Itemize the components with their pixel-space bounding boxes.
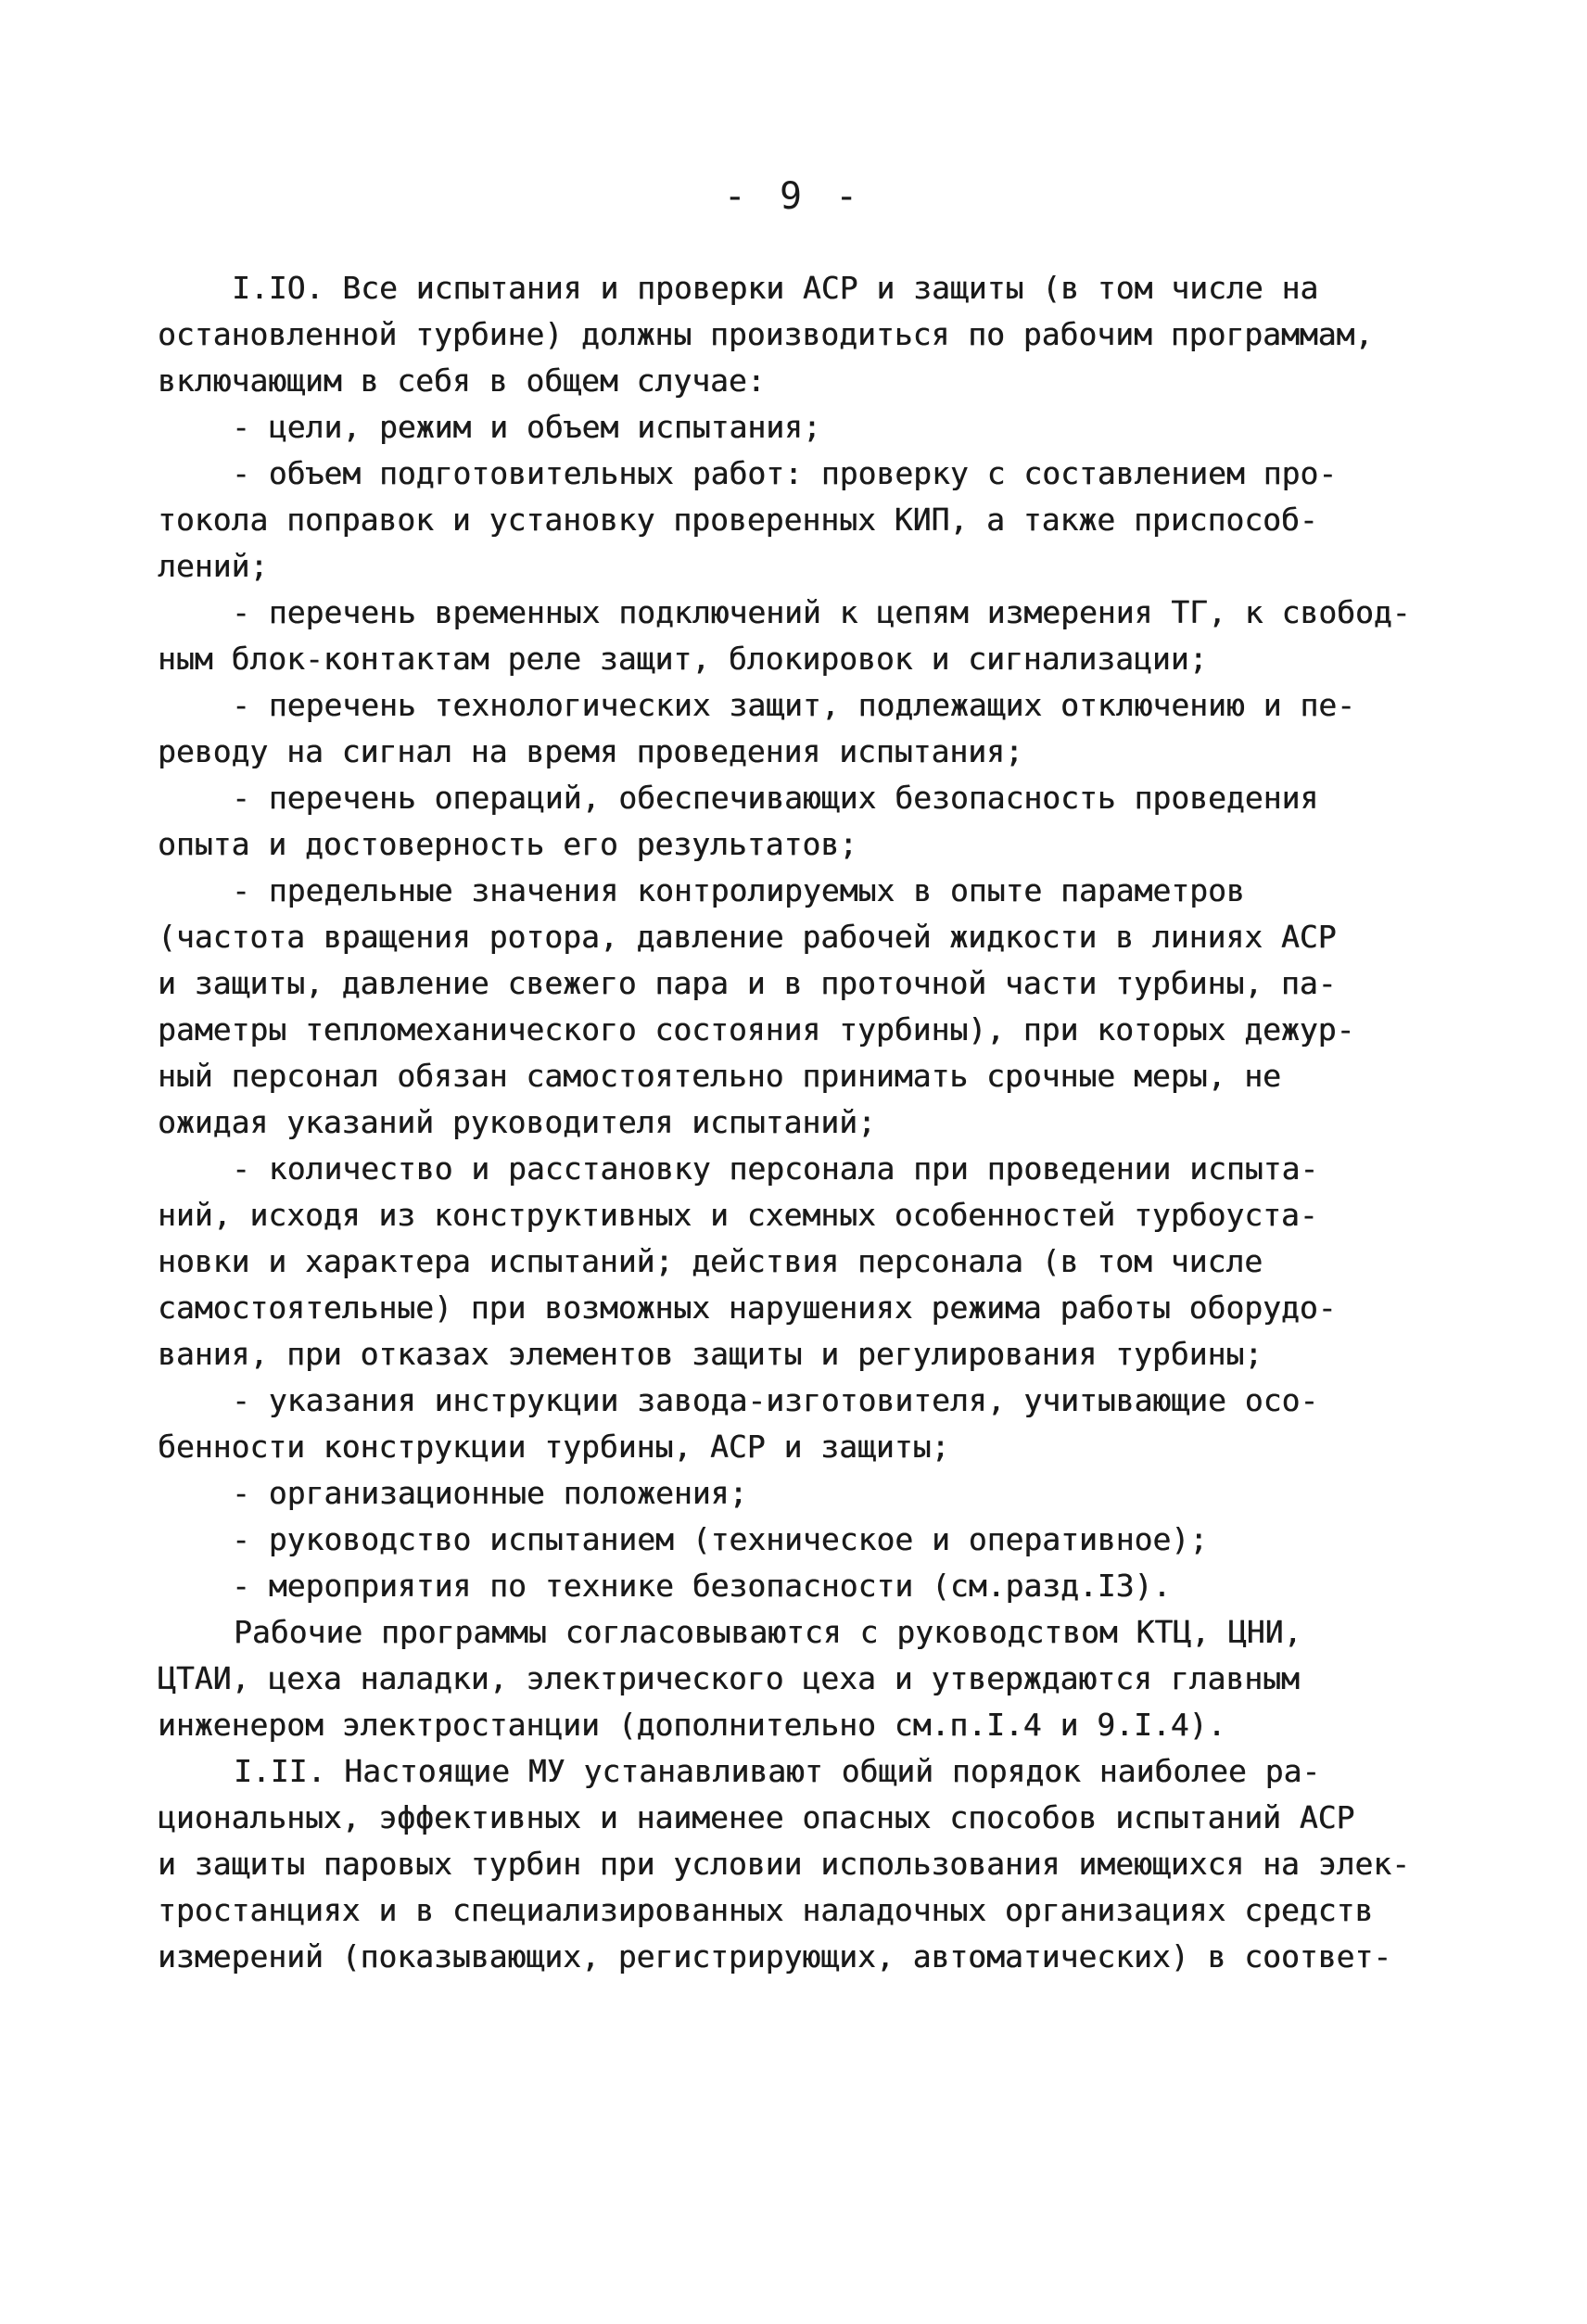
text-line: - цели, режим и объем испытания;	[232, 409, 821, 445]
text-line: лений;	[158, 548, 269, 584]
text-line: - объем подготовительных работ: проверку с составлением про-	[232, 455, 1338, 491]
text-line: и защиты, давление свежего пара и в проточной части турбины, па-	[158, 965, 1337, 1001]
text-line: циональных, эффективных и наименее опасных способов испытаний АСР	[158, 1799, 1355, 1835]
text-line: и защиты паровых турбин при условии использования имеющихся на элек-	[158, 1846, 1411, 1882]
text-line: (частота вращения ротора, давление рабочей жидкости в линиях АСР	[158, 919, 1337, 955]
text-line: реводу на сигнал на время проведения испытания;	[158, 733, 1023, 769]
text-line: - мероприятия по технике безопасности (см.разд.I3).	[232, 1568, 1172, 1604]
text-line: токола поправок и установку проверенных КИП, а также приспособ-	[158, 502, 1318, 538]
text-line: - перечень технологических защит, подлежащих отключению и пе-	[232, 687, 1355, 723]
text-line: Рабочие программы согласовываются с руководством КТЦ, ЦНИ,	[234, 1614, 1302, 1650]
text-line: самостоятельные) при возможных нарушениях режима работы оборудо-	[158, 1289, 1337, 1326]
text-line: - организационные положения;	[232, 1475, 748, 1511]
text-line: - перечень временных подключений к цепям измерения ТГ, к свобод-	[232, 594, 1411, 630]
text-line: новки и характера испытаний; действия персонала (в том числе	[158, 1243, 1263, 1279]
text-line: I.IO. Все испытания и проверки АСР и защиты (в том числе на	[232, 270, 1319, 306]
text-line: опыта и достоверность его результатов;	[158, 826, 857, 862]
text-line: бенности конструкции турбины, АСР и защиты;	[158, 1429, 950, 1465]
text-line: инженером электростанции (дополнительно см.п.I.4 и 9.I.4).	[158, 1707, 1226, 1743]
text-line: ный персонал обязан самостоятельно принимать срочные меры, не	[158, 1058, 1281, 1094]
text-line: измерений (показывающих, регистрирующих, автоматических) в соответ-	[158, 1938, 1392, 1975]
body-text	[158, 265, 1455, 1980]
text-line: вания, при отказах элементов защиты и регулирования турбины;	[158, 1336, 1263, 1372]
text-line: ЦТАИ, цеха наладки, электрического цеха и утверждаются главным	[158, 1660, 1300, 1696]
text-line: - перечень операций, обеспечивающих безопасность проведения	[232, 780, 1319, 816]
text-line: - предельные значения контролируемых в опыте параметров	[232, 872, 1245, 908]
text-line: I.II. Настоящие МУ устанавливают общий порядок наиболее ра-	[234, 1753, 1321, 1789]
text-line: остановленной турбине) должны производиться по рабочим программам,	[158, 316, 1374, 352]
text-line: - количество и расстановку персонала при проведении испыта-	[232, 1150, 1319, 1187]
text-line: включающим в себя в общем случае:	[158, 362, 766, 399]
text-line: раметры тепломеханического состояния турбины), при которых дежур-	[158, 1011, 1355, 1048]
text-line: ний, исходя из конструктивных и схемных особенностей турбоуста-	[158, 1197, 1318, 1233]
text-line: - указания инструкции завода-изготовителя, учитывающие осо-	[232, 1382, 1319, 1418]
text-line: ожидая указаний руководителя испытаний;	[158, 1104, 876, 1140]
text-line: тростанциях и в специализированных наладочных организациях средств	[158, 1892, 1374, 1928]
text-line: - руководство испытанием (техническое и оперативное);	[232, 1521, 1208, 1557]
text-line: ным блок-контактам реле защит, блокировок и сигнализации;	[158, 641, 1208, 677]
page-number: - 9 -	[723, 175, 864, 218]
